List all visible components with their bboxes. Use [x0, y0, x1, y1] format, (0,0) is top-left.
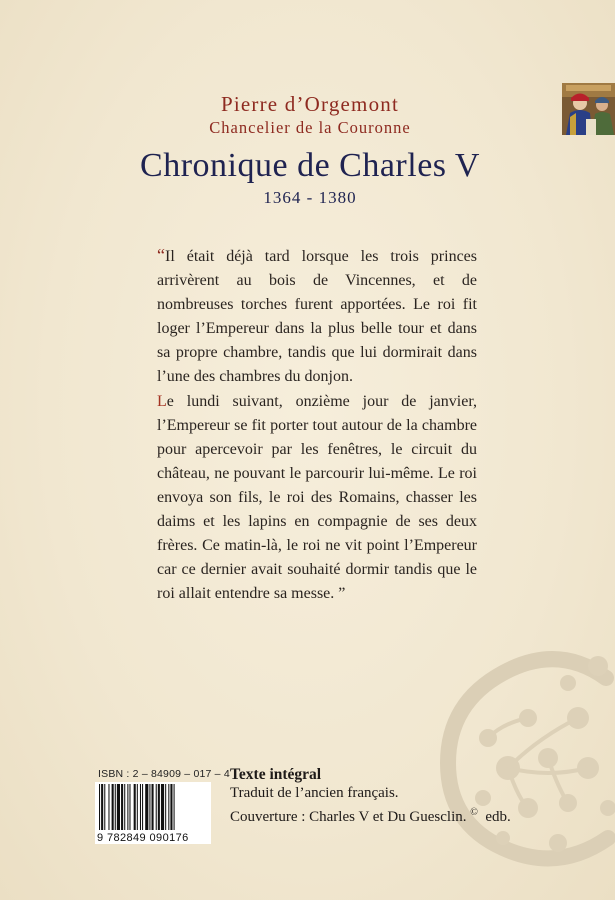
- barcode-bar: [156, 784, 157, 830]
- publisher-name: edb.: [485, 809, 511, 825]
- barcode-bar: [101, 784, 103, 830]
- barcode-bar: [149, 784, 150, 830]
- barcode-bar: [145, 784, 148, 830]
- excerpt-paragraph-1: [157, 243, 477, 390]
- ornamental-letter-icon: [408, 648, 615, 878]
- barcode-bar: [121, 784, 123, 830]
- barcode-bar: [99, 784, 100, 830]
- excerpt-paragraph-2-text: e lundi suivant, onzième jour de janvier, l’Empereur se fit porter tout autour de la chambre pour apercevoir par les fenêtres, le circuit du château, ne pouvant le parcourir lui-même. Le roi envoya son fils, le roi des Romains, chasser les daims et les lapins en compagnie de ses deux frères. Ce matin-là, le roi ne vit point l’Empereur car ce dernier avait souhaité dormir tandis que le roi allait entendre sa messe.: [157, 392, 477, 603]
- excerpt-text: [157, 243, 477, 606]
- barcode-bar: [161, 784, 164, 830]
- barcode-bar: [174, 784, 175, 830]
- red-initial-letter: L: [157, 392, 167, 410]
- cover-credit-text: Couverture : Charles V et Du Guesclin.: [230, 809, 467, 825]
- author-title: Chancelier de la Couronne: [209, 118, 411, 137]
- close-quote-mark: ”: [334, 585, 346, 603]
- isbn-label: ISBN : 2 – 84909 – 017 – 4: [98, 768, 230, 780]
- barcode-bar: [117, 784, 120, 830]
- barcode-bar: [112, 784, 114, 830]
- barcode-bar: [170, 784, 172, 830]
- barcode-bar: [124, 784, 125, 830]
- barcode-digits: 9 782849 090176: [97, 832, 189, 844]
- barcode-bar: [104, 784, 105, 830]
- barcode-bar: [129, 784, 130, 830]
- barcode-bar: [108, 784, 109, 830]
- barcode-bar: [165, 784, 166, 830]
- author-name: Pierre d’Orgemont: [220, 92, 400, 116]
- barcode-bars-image: [95, 782, 211, 832]
- barcode-bar: [158, 784, 160, 830]
- translation-note: Traduit de l’ancien français.: [230, 785, 399, 801]
- cover-illustration-thumbnail: [562, 83, 615, 135]
- barcode-bar: [142, 784, 143, 830]
- barcode-bar: [137, 784, 138, 830]
- edition-info: [230, 765, 560, 827]
- manuscript-miniature-image: [562, 83, 615, 135]
- barcode-bar: [127, 784, 128, 830]
- book-dates: 1364 - 1380: [263, 188, 357, 207]
- cover-credit: [230, 803, 560, 827]
- barcode-bar: [168, 784, 169, 830]
- edition-integral-label: Texte intégral: [230, 766, 322, 783]
- excerpt-paragraph-1-text: Il était déjà tard lorsque les trois princes arrivèrent au bois de Vincennes, et de nombreuses torches furent apportées. Le roi fit loger l’Empereur dans la plus belle tour et dans sa propre chambre, tandis que lui dormirait dans l’une des chambres du donjon.: [157, 248, 477, 386]
- barcode-bar: [140, 784, 141, 830]
- copyright-mark: ©: [470, 807, 478, 818]
- open-quote-mark: “: [157, 245, 165, 265]
- barcode-bar: [134, 784, 136, 830]
- barcode-bar: [152, 784, 154, 830]
- book-title: Chronique de Charles V: [140, 147, 480, 184]
- barcode-bar: [115, 784, 116, 830]
- excerpt-paragraph-2: [157, 390, 477, 607]
